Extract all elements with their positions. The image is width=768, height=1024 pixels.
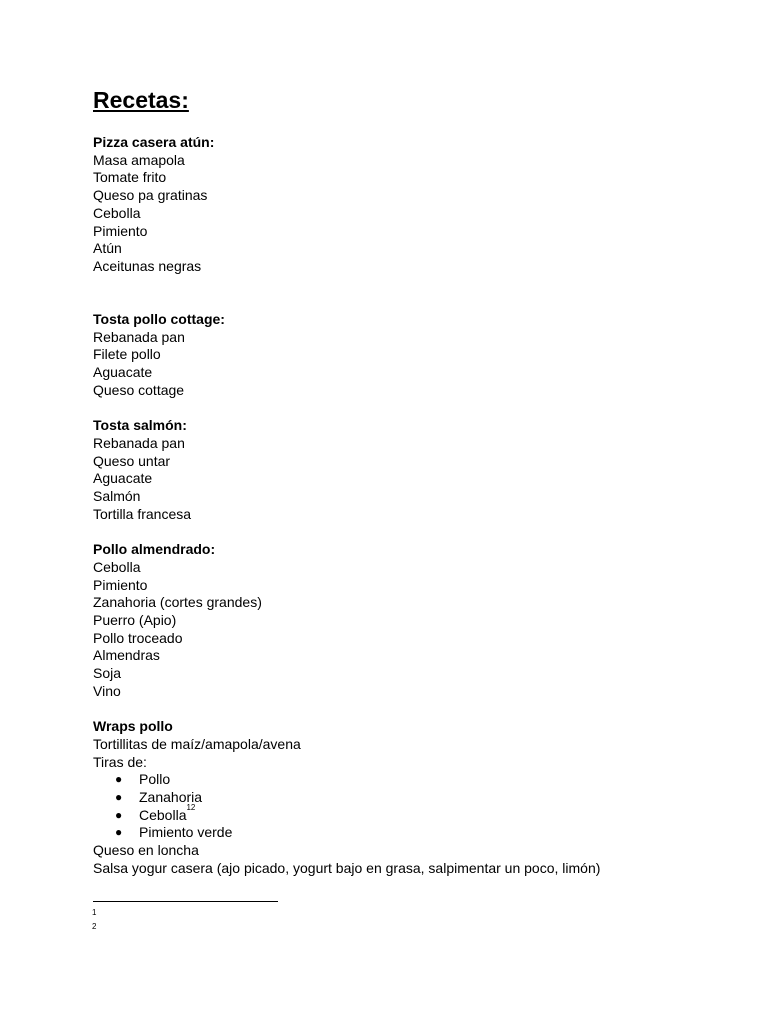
recipe-heading: Pollo almendrado: [93, 541, 216, 558]
footnote-separator [93, 901, 278, 902]
bullet-icon: ● [115, 807, 123, 822]
ingredient: Queso en loncha [93, 842, 199, 859]
recipe-heading: Pizza casera atún: [93, 134, 215, 150]
recipe-heading: Tosta salmón: [93, 417, 187, 434]
footnote-number: 1 [92, 908, 97, 917]
ingredient: Cebolla [93, 558, 141, 575]
footnote-reference[interactable]: 12 [186, 802, 196, 812]
ingredient: Tortillitas de maíz/amapola/avena [93, 735, 301, 752]
recipe-tosta-salmon [93, 417, 733, 523]
document-page [93, 86, 733, 877]
ingredient: Aceitunas negras [93, 257, 202, 274]
ingredient: Rebanada pan [93, 328, 185, 345]
bullet-text: Cebolla [139, 806, 187, 823]
ingredient: Queso untar [93, 452, 171, 469]
ingredient: Tomate frito [93, 169, 167, 186]
bullet-list [93, 771, 733, 842]
recipe-pizza-casera-atun [93, 134, 733, 276]
ingredient: Pimiento [93, 222, 148, 239]
ingredient: Masa amapola [93, 151, 185, 168]
bullet-item [93, 771, 733, 789]
ingredient: Soja [93, 665, 122, 682]
spacer [93, 523, 733, 541]
ingredient: Aguacate [93, 470, 153, 487]
bullet-text: Pimiento verde [139, 824, 233, 841]
document-title: Recetas: [93, 87, 189, 113]
footnotes [92, 906, 96, 934]
ingredient: Cebolla [93, 204, 141, 221]
spacer [93, 700, 733, 718]
spacer [93, 276, 733, 311]
ingredient: Atún [93, 240, 122, 257]
ingredient: Aguacate [93, 364, 153, 381]
ingredient: Puerro (Apio) [93, 611, 177, 628]
ingredient: Salsa yogur casera (ajo picado, yogurt bajo en grasa, salpimentar un poco, limón) [93, 859, 601, 876]
recipe-tosta-pollo-cottage [93, 311, 733, 400]
recipe-pollo-almendrado [93, 541, 733, 700]
ingredient: Queso cottage [93, 381, 185, 398]
recipe-wraps-pollo [93, 718, 733, 877]
ingredient: Queso pa gratinas [93, 187, 208, 204]
ingredient: Rebanada pan [93, 434, 185, 451]
bullet-item [93, 824, 733, 842]
recipe-heading: Wraps pollo [93, 718, 173, 735]
ingredient: Tiras de: [93, 753, 147, 770]
spacer [93, 400, 733, 418]
footnote-number: 2 [92, 922, 97, 931]
bullet-text: Zanahoria [139, 788, 203, 805]
bullet-icon: ● [115, 789, 123, 804]
ingredient: Almendras [93, 647, 160, 664]
recipe-heading: Tosta pollo cottage: [93, 311, 225, 328]
bullet-text: Pollo [139, 771, 171, 788]
ingredient: Vino [93, 682, 121, 699]
ingredient: Tortilla francesa [93, 505, 192, 522]
ingredient: Zanahoria (cortes grandes) [93, 594, 262, 611]
ingredient: Pimiento [93, 576, 148, 593]
bullet-icon: ● [115, 772, 123, 787]
bullet-item [93, 802, 733, 825]
bullet-icon: ● [115, 825, 123, 840]
ingredient: Filete pollo [93, 346, 161, 363]
ingredient: Salmón [93, 488, 141, 505]
ingredient: Pollo troceado [93, 629, 183, 646]
